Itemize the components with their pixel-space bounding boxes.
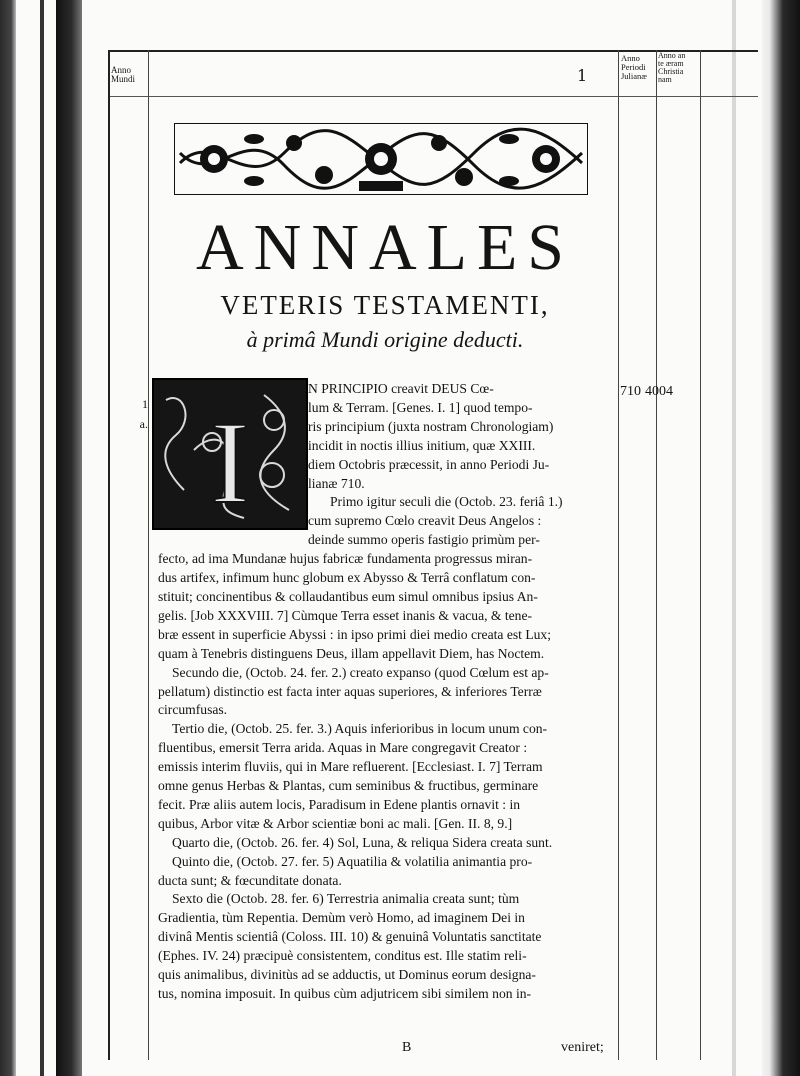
column-header-line: Julianæ bbox=[621, 71, 647, 81]
body-line: quis animalibus, divinitùs ad se adductis, ut Dominus eorum designa- bbox=[158, 967, 536, 983]
column-header-line: Anno bbox=[621, 53, 640, 63]
column-header-anno-ante-christum bbox=[658, 52, 685, 84]
body-line: Secundo die, (Octob. 24. fer. 2.) creato expanso (quod Cœlum est ap- bbox=[172, 664, 549, 680]
frame-left-column-rule bbox=[148, 50, 149, 1060]
body-line: lianæ 710. bbox=[308, 475, 365, 491]
page-number: 1 bbox=[577, 66, 588, 85]
body-line: Gradientia, tùm Repentia. Demùm verò Homo, ad imaginem Dei in bbox=[158, 910, 525, 926]
body-line: Quarto die, (Octob. 26. fer. 4) Sol, Luna, & reliqua Sidera creata sunt. bbox=[172, 834, 553, 850]
body-line: cum supremo Cœlo creavit Deus Angelos : bbox=[308, 513, 542, 529]
body-line: (Ephes. IV. 24) præcipuè consistentem, conditus est. Ille statim reli- bbox=[158, 948, 527, 964]
frame-right-column-rule-2 bbox=[656, 50, 657, 1060]
column-header-line: Anno bbox=[111, 65, 131, 75]
column-header-line: Christia bbox=[658, 67, 684, 76]
body-line: emissis interim fluviis, qui in Mare refluerent. [Ecclesiast. I. 7] Terram bbox=[158, 759, 543, 775]
body-line: tus, nomina imposuit. In quibus cùm adjutricem sibi similem non in- bbox=[158, 986, 532, 1001]
scan-edge-left-line bbox=[40, 0, 44, 1076]
column-header-line: Mundi bbox=[111, 74, 136, 84]
body-line: stituit; concinentibus & collaudantibus eum simul omnibus ipsius An- bbox=[158, 588, 538, 604]
body-line: incidit in noctis illius initium, quæ XXIII. bbox=[308, 437, 536, 453]
floral-headpiece-ornament bbox=[174, 123, 588, 195]
column-header-line: Anno an bbox=[658, 51, 686, 60]
margin-years bbox=[620, 384, 677, 400]
margin-note: 1 bbox=[142, 397, 148, 411]
column-header-anno-periodi bbox=[621, 54, 647, 81]
frame-header-rule bbox=[108, 96, 758, 97]
catchword: veniret; bbox=[561, 1040, 604, 1055]
body-line: Tertio die, (Octob. 25. fer. 3.) Aquis inferioribus in locum unum con- bbox=[172, 721, 548, 737]
body-line: deinde summo operis fastigio primùm per- bbox=[308, 532, 540, 548]
frame-right-column-rule-1 bbox=[618, 50, 619, 1060]
column-header-line: te æram bbox=[658, 59, 684, 68]
margin-anno-mundi bbox=[126, 394, 148, 434]
annals-body-text bbox=[158, 380, 618, 1004]
body-line: gelis. [Job XXXVIII. 7] Cùmque Terra esset inanis & vacua, & tene- bbox=[158, 607, 533, 623]
body-line: fecto, ad ima Mundanæ hujus fabricæ fundamenta progressus miran- bbox=[158, 551, 533, 567]
body-line: ducta sunt; & fœcunditate donata. bbox=[158, 872, 342, 888]
scan-edge-right-line bbox=[732, 0, 736, 1076]
column-header-anno-mundi bbox=[111, 66, 135, 84]
initial-letter-glyph: I bbox=[210, 397, 250, 528]
body-line: quam à Tenebris distinguens Deus, illam appellavit Diem, has Noctem. bbox=[158, 645, 545, 661]
body-line: bræ essent in superficie Abyssi : in ipso primi diei medio creata est Lux; bbox=[158, 626, 552, 642]
margin-note: a. bbox=[139, 417, 148, 431]
body-line: omne genus Herbas & Plantas, cum seminibus & fructibus, germinare bbox=[158, 778, 539, 794]
body-line: pellatum) distinctio est facta inter aquas superiores, & inferiores Terræ bbox=[158, 683, 542, 699]
body-line: circumfusas. bbox=[158, 702, 228, 718]
body-line: lum & Terram. [Genes. I. 1] quod tempo- bbox=[308, 399, 533, 415]
scan-edge-left bbox=[0, 0, 16, 1076]
body-line: fecit. Præ aliis autem locis, Paradisum in Edene plantis ornavit : in bbox=[158, 796, 521, 812]
body-line: Primo igitur seculi die (Octob. 23. feriâ 1.) bbox=[330, 494, 563, 510]
column-header-line: Periodi bbox=[621, 62, 646, 72]
body-line: N PRINCIPIO creavit DEUS Cœ- bbox=[308, 381, 494, 396]
frame-right-column-rule-3 bbox=[700, 50, 701, 1060]
page-title: ANNALES bbox=[196, 211, 574, 284]
scan-shadow-left bbox=[56, 0, 82, 1076]
body-line: quibus, Arbor vitæ & Arbor scientiæ boni ac mali. [Gen. II. 8, 9.] bbox=[158, 815, 513, 831]
margin-year-julian: 710 bbox=[620, 384, 641, 399]
margin-year-ante-christum: 4004 bbox=[645, 384, 673, 399]
body-line: dus artifex, infimum hunc globum ex Abysso & Terrâ conflatum con- bbox=[158, 570, 536, 586]
page-subtitle: VETERIS TESTAMENTI, bbox=[220, 290, 550, 320]
body-line: fluentibus, emersit Terra arida. Aquas in Mare congregavit Creator : bbox=[158, 740, 528, 756]
page-subtitle-italic: à primâ Mundi origine deducti. bbox=[246, 327, 524, 352]
frame-left-rule bbox=[108, 50, 110, 1060]
scan-shadow-right bbox=[762, 0, 800, 1076]
body-line: Quinto die, (Octob. 27. fer. 5) Aquatilia & volatilia animantia pro- bbox=[172, 853, 533, 869]
body-line: ris principium (juxta nostram Chronologiam) bbox=[308, 418, 554, 434]
body-line: Sexto die (Octob. 28. fer. 6) Terrestria animalia creata sunt; tùm bbox=[172, 891, 520, 907]
body-line: diem Octobris præcessit, in anno Periodi Ju- bbox=[308, 456, 550, 472]
body-line: divinâ Mentis scientiâ (Coloss. III. 10) & genuinâ Voluntatis sanctitate bbox=[158, 929, 542, 945]
signature-mark: B bbox=[402, 1040, 412, 1055]
column-header-line: nam bbox=[658, 75, 672, 84]
